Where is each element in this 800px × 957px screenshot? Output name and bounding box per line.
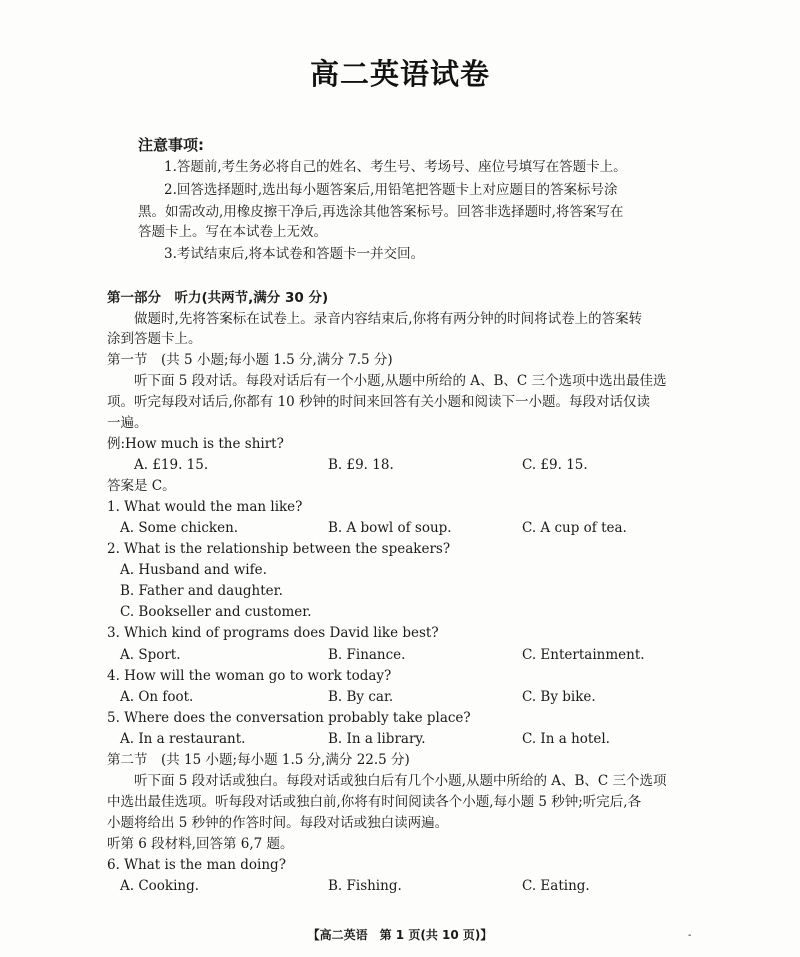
example-option-b: B. £9. 18. bbox=[328, 457, 394, 473]
example-option-c: C. £9. 15. bbox=[522, 457, 588, 473]
section1-intro-1: 听下面 5 段对话。每段对话后有一个小题,从题中所给的 A、B、C 三个选项中选出最佳选 bbox=[134, 373, 667, 389]
q4-option-a: A. On foot. bbox=[120, 689, 194, 705]
part1-intro-2: 涂到答题卡上。 bbox=[107, 331, 202, 347]
question-4: 4. How will the woman go to work today? bbox=[107, 668, 392, 684]
question-1: 1. What would the man like? bbox=[107, 499, 303, 515]
q3-option-b: B. Finance. bbox=[328, 647, 406, 663]
notice-line-4: 答题卡上。写在本试卷上无效。 bbox=[138, 224, 327, 240]
notice-line-3: 黑。如需改动,用橡皮擦干净后,再选涂其他答案标号。回答非选择题时,将答案写在 bbox=[138, 204, 624, 220]
example-question: 例:How much is the shirt? bbox=[107, 436, 284, 452]
section2-intro-2: 中选出最佳选项。听每段对话或独白前,你将有时间阅读各个小题,每小题 5 秒钟;听完后,各 bbox=[107, 794, 642, 810]
q5-option-b: B. In a library. bbox=[328, 731, 426, 747]
q5-option-c: C. In a hotel. bbox=[522, 731, 610, 747]
q1-option-b: B. A bowl of soup. bbox=[328, 520, 452, 536]
section2-heading: 第二节 (共 15 小题;每小题 1.5 分,满分 22.5 分) bbox=[107, 752, 410, 768]
section1-intro-3: 一遍。 bbox=[107, 415, 148, 431]
corner-mark: - bbox=[688, 930, 692, 941]
question-6: 6. What is the man doing? bbox=[107, 857, 286, 873]
page-title: 高二英语试卷 bbox=[309, 57, 490, 91]
notice-line-1: 1.答题前,考生务必将自己的姓名、考生号、考场号、座位号填写在答题卡上。 bbox=[164, 159, 627, 175]
notice-heading: 注意事项: bbox=[138, 136, 204, 154]
q4-option-b: B. By car. bbox=[328, 689, 394, 705]
q3-option-a: A. Sport. bbox=[120, 647, 181, 663]
question-5: 5. Where does the conversation probably take place? bbox=[107, 710, 471, 726]
part1-intro-1: 做题时,先将答案标在试卷上。录音内容结束后,你将有两分钟的时间将试卷上的答案转 bbox=[134, 311, 643, 327]
section1-intro-2: 项。听完每段对话后,你都有 10 秒钟的时间来回答有关小题和阅读下一小题。每段对话仅读 bbox=[107, 394, 651, 410]
question-3: 3. Which kind of programs does David like best? bbox=[107, 625, 439, 641]
q6-option-c: C. Eating. bbox=[522, 878, 590, 894]
q2-option-a: A. Husband and wife. bbox=[120, 562, 267, 578]
q2-option-b: B. Father and daughter. bbox=[120, 583, 283, 599]
section2-intro-1: 听下面 5 段对话或独白。每段对话或独白后有几个小题,从题中所给的 A、B、C 三个选项 bbox=[134, 773, 667, 789]
section1-heading: 第一节 (共 5 小题;每小题 1.5 分,满分 7.5 分) bbox=[107, 352, 393, 368]
q1-option-a: A. Some chicken. bbox=[120, 520, 239, 536]
section2-material: 听第 6 段材料,回答第 6,7 题。 bbox=[107, 836, 294, 852]
q1-option-c: C. A cup of tea. bbox=[522, 520, 627, 536]
q3-option-c: C. Entertainment. bbox=[522, 647, 645, 663]
example-answer: 答案是 C。 bbox=[107, 478, 176, 494]
section2-intro-3: 小题将给出 5 秒钟的作答时间。每段对话或独白读两遍。 bbox=[107, 815, 449, 831]
q6-option-a: A. Cooking. bbox=[120, 878, 200, 894]
notice-line-5: 3.考试结束后,将本试卷和答题卡一并交回。 bbox=[164, 246, 425, 262]
q5-option-a: A. In a restaurant. bbox=[120, 731, 246, 747]
page-footer: 【高二英语 第 1 页(共 10 页)】 bbox=[307, 928, 493, 942]
q6-option-b: B. Fishing. bbox=[328, 878, 402, 894]
notice-line-2: 2.回答选择题时,选出每小题答案后,用铅笔把答题卡上对应题目的答案标号涂 bbox=[164, 182, 618, 198]
q2-option-c: C. Bookseller and customer. bbox=[120, 604, 312, 620]
example-option-a: A. £19. 15. bbox=[134, 457, 209, 473]
question-2: 2. What is the relationship between the speakers? bbox=[107, 541, 451, 557]
part1-heading: 第一部分 听力(共两节,满分 30 分) bbox=[107, 290, 329, 306]
q4-option-c: C. By bike. bbox=[522, 689, 596, 705]
